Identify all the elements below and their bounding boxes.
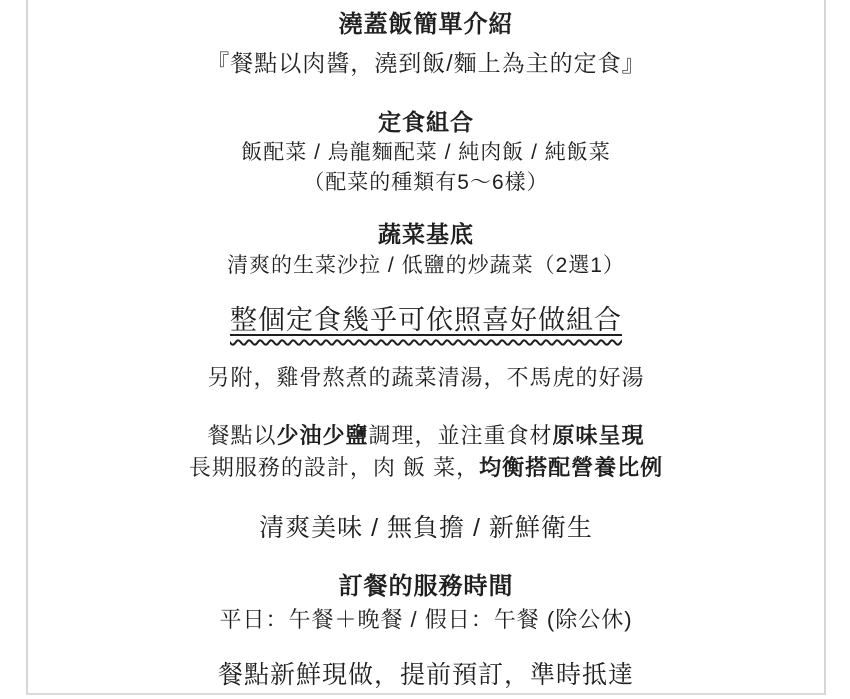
slogan-line: 清爽美味 / 無負擔 / 新鮮衛生 [259,514,593,542]
cooking-line-1 [28,420,824,452]
cooking-line1-bold-original-flavor: 原味呈現 [552,423,645,448]
cooking-line-2 [28,452,824,484]
intro-subtitle: 『餐點以肉醬，澆到飯/麵上為主的定食』 [206,50,646,76]
cooking-line1-pre: 餐點以 [207,423,277,448]
section-title-service-time: 訂餐的服務時間 [338,573,514,600]
cooking-line2-bold-balanced-nutrition: 均衡搭配營養比例 [479,455,664,480]
set-combo-options: 飯配菜 / 烏龍麵配菜 / 純肉飯 / 純飯菜 [241,141,611,164]
veggie-base-options: 清爽的生菜沙拉 / 低鹽的炒蔬菜（2選1） [227,254,625,277]
section-title-veggie-base: 蔬菜基底 [378,221,474,247]
footer-note: 餐點新鮮現做，提前預訂，準時抵達 [217,661,634,689]
wavy-underline-text: 整個定食幾乎可依照喜好做組合 [230,305,622,335]
service-time-schedule: 平日：午餐＋晚餐 / 假日：午餐 (除公休) [219,607,633,632]
highlight-statement [28,302,824,338]
cooking-line2-pre: 長期服務的設計，肉 飯 菜， [188,455,480,480]
section-title-set-combo: 定食組合 [378,109,474,135]
document-page [26,0,826,695]
cooking-line1-mid: 調理，並注重食材 [368,423,553,448]
page-title: 澆蓋飯簡單介紹 [338,11,514,38]
cooking-line1-bold-low-oil-salt: 少油少鹽 [276,423,369,448]
soup-note: 另附，雞骨熬煮的蔬菜清湯，不馬虎的好湯 [207,365,645,390]
menu-introduction-document [28,8,824,693]
set-combo-note: （配菜的種類有5～6樣） [303,171,549,194]
